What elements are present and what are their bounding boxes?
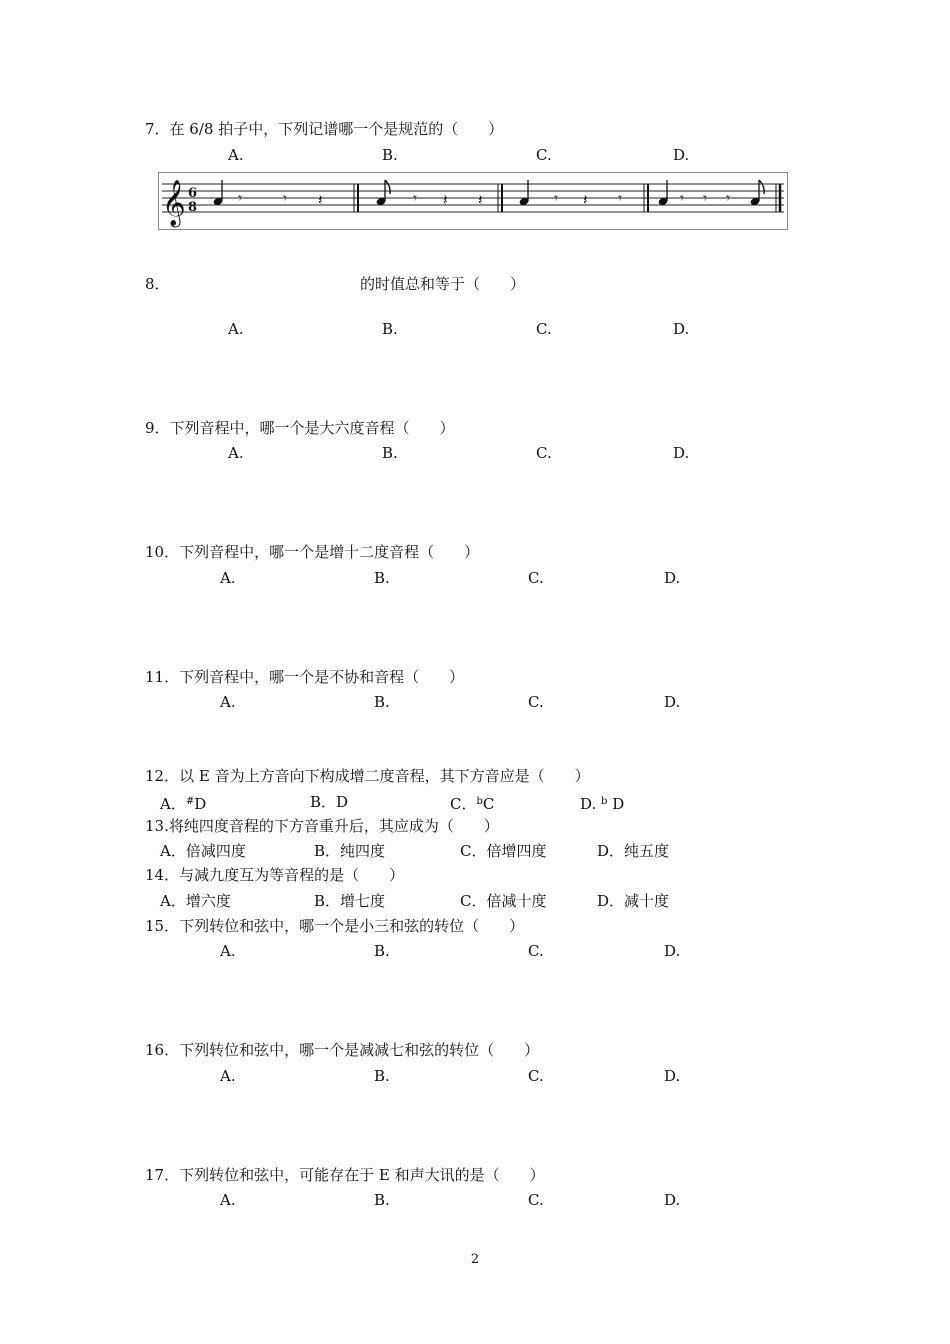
question-10-text: 10．下列音程中，哪一个是增十二度音程（ ） (145, 543, 480, 561)
svg-text:𝄾: 𝄾 (618, 189, 622, 207)
time-sig-bottom: 8 (188, 200, 198, 215)
question-8-text: 的时值总和等于（ ） (360, 275, 526, 293)
q17-option-b[interactable]: B. (374, 1191, 390, 1209)
q12-option-c-prefix: C． (450, 795, 477, 813)
q15-option-d[interactable]: D. (664, 942, 681, 960)
q9-option-c[interactable]: C. (536, 444, 552, 462)
q14-option-b[interactable]: B．增七度 (314, 892, 386, 910)
q17-option-d[interactable]: D. (664, 1191, 681, 1209)
q11-option-c[interactable]: C. (528, 693, 544, 711)
q11-option-a[interactable]: A. (220, 693, 236, 711)
q17-option-c[interactable]: C. (528, 1191, 544, 1209)
q10-option-a[interactable]: A. (220, 569, 236, 587)
q13-option-d[interactable]: D．纯五度 (597, 842, 670, 860)
svg-text:𝄾: 𝄾 (283, 189, 287, 207)
q8-option-b[interactable]: B. (382, 320, 398, 338)
q12-option-b[interactable] (310, 793, 348, 811)
question-11-text: 11．下列音程中，哪一个是不协和音程（ ） (145, 668, 465, 686)
q10-option-d[interactable]: D. (664, 569, 681, 587)
question-17-text: 17．下列转位和弦中，可能存在于 E 和声大讯的是（ ） (145, 1166, 545, 1184)
q9-option-d[interactable]: D. (673, 444, 690, 462)
q17-option-a[interactable]: A. (220, 1191, 236, 1209)
svg-text:𝄾: 𝄾 (238, 189, 242, 207)
q14-option-a[interactable]: A．增六度 (160, 892, 231, 910)
sharp-sign: # (185, 796, 195, 807)
q15-option-a[interactable]: A. (220, 942, 236, 960)
q15-option-c[interactable]: C. (528, 942, 544, 960)
q16-option-b[interactable]: B. (374, 1067, 390, 1085)
q7-option-b[interactable]: B. (382, 146, 398, 164)
q12-option-a-value: D (194, 795, 207, 813)
q9-option-b[interactable]: B. (382, 444, 398, 462)
question-12-text: 12．以 E 音为上方音向下构成增二度音程，其下方音应是（ ） (145, 767, 590, 785)
q12-option-a-prefix: A． (160, 795, 186, 813)
svg-text:𝄾: 𝄾 (703, 189, 707, 207)
q12-option-d-prefix: D. (580, 795, 602, 813)
question-14-text: 14．与减九度互为等音程的是（ ） (145, 866, 405, 884)
q13-option-b[interactable]: B．纯四度 (314, 842, 386, 860)
q7-option-a[interactable]: A. (228, 146, 244, 164)
q12-option-d[interactable] (580, 793, 624, 813)
flat-sign: b (476, 796, 483, 807)
q9-option-a[interactable]: A. (228, 444, 244, 462)
question-7-text: 7．在 6/8 拍子中，下列记谱哪一个是规范的（ ） (145, 120, 504, 138)
svg-text:𝄽: 𝄽 (443, 191, 448, 209)
q16-option-a[interactable]: A. (220, 1067, 236, 1085)
q12-option-b-prefix: B．D (310, 793, 349, 811)
q11-option-d[interactable]: D. (664, 693, 681, 711)
q13-option-a[interactable]: A．倍减四度 (160, 842, 246, 860)
svg-text:𝄾: 𝄾 (413, 189, 417, 207)
q8-option-c[interactable]: C. (536, 320, 552, 338)
flat-sign: b (601, 796, 608, 807)
q8-option-a[interactable]: A. (228, 320, 244, 338)
svg-text:𝄽: 𝄽 (318, 191, 323, 209)
q12-option-a[interactable] (160, 793, 206, 813)
staff-lines (162, 184, 784, 212)
question-16-text: 16．下列转位和弦中，哪一个是减减七和弦的转位（ ） (145, 1041, 540, 1059)
question-9-text: 9．下列音程中，哪一个是大六度音程（ ） (145, 419, 455, 437)
music-staff (158, 172, 788, 230)
question-8-number: 8． (145, 275, 170, 293)
svg-text:𝄾: 𝄾 (680, 189, 684, 207)
svg-text:𝄾: 𝄾 (554, 189, 558, 207)
q10-option-b[interactable]: B. (374, 569, 390, 587)
q16-option-c[interactable]: C. (528, 1067, 544, 1085)
page-number: 2 (470, 1252, 480, 1267)
q12-option-c[interactable] (450, 793, 494, 813)
q14-option-d[interactable]: D．减十度 (597, 892, 670, 910)
svg-text:𝄾: 𝄾 (726, 189, 730, 207)
treble-clef-icon: 𝄞 (162, 180, 186, 226)
q13-option-c[interactable]: C．倍增四度 (460, 842, 547, 860)
svg-text:𝄽: 𝄽 (478, 191, 483, 209)
question-13-text: 13.将纯四度音程的下方音重升后，其应成为（ ） (145, 817, 499, 835)
q7-option-d[interactable]: D. (673, 146, 690, 164)
q12-option-d-value: D (607, 795, 625, 813)
q14-option-c[interactable]: C．倍减十度 (460, 892, 547, 910)
q15-option-b[interactable]: B. (374, 942, 390, 960)
q12-option-c-value: C (482, 795, 495, 813)
q16-option-d[interactable]: D. (664, 1067, 681, 1085)
svg-text:𝄽: 𝄽 (583, 191, 588, 209)
q10-option-c[interactable]: C. (528, 569, 544, 587)
question-15-text: 15．下列转位和弦中，哪一个是小三和弦的转位（ ） (145, 917, 525, 935)
q11-option-b[interactable]: B. (374, 693, 390, 711)
time-sig-top: 6 (188, 186, 198, 201)
q7-option-c[interactable]: C. (536, 146, 552, 164)
q8-option-d[interactable]: D. (673, 320, 690, 338)
